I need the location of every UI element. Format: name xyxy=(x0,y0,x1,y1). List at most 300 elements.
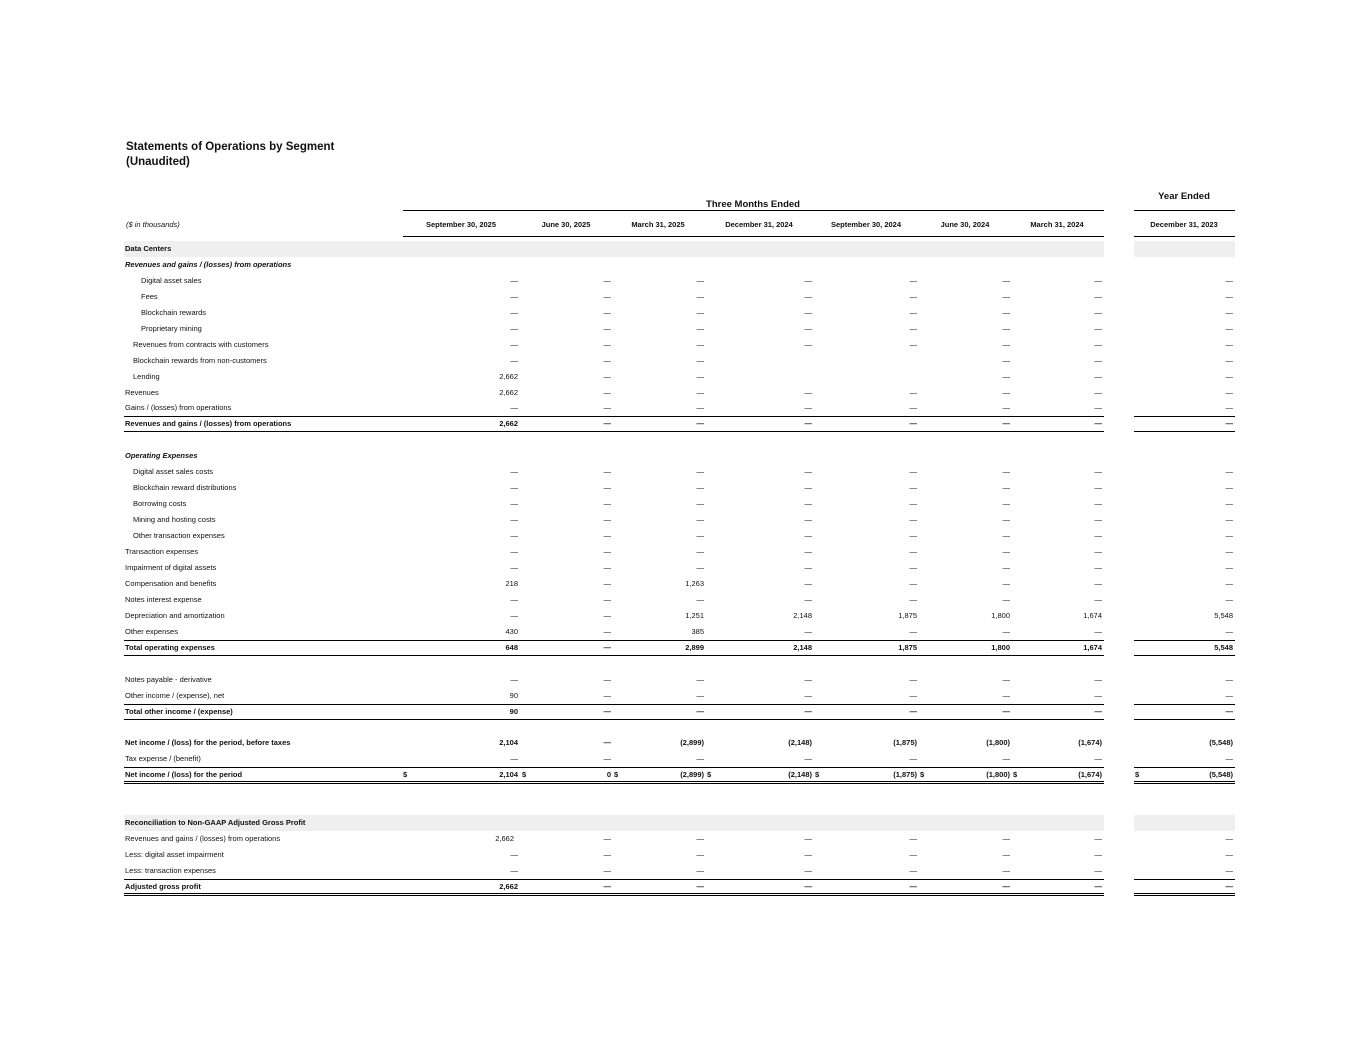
row-value: — xyxy=(510,611,518,620)
row-value: — xyxy=(1002,340,1010,349)
row-value: — xyxy=(1225,579,1233,588)
row-value: — xyxy=(1225,324,1233,333)
row-value: — xyxy=(1002,675,1010,684)
row-value: — xyxy=(804,850,812,859)
row-value: 1,875 xyxy=(898,611,917,620)
row-value: — xyxy=(696,324,704,333)
row-value: — xyxy=(1002,707,1010,716)
table-row xyxy=(0,592,1365,608)
row-value: — xyxy=(909,292,917,301)
row-value: — xyxy=(1094,850,1102,859)
row-value: 5,548 xyxy=(1214,643,1233,652)
row-value: — xyxy=(696,419,704,428)
table-row xyxy=(0,369,1365,385)
dollar-sign: $ xyxy=(1135,770,1140,779)
column-header: June 30, 2024 xyxy=(940,220,990,229)
row-value: — xyxy=(804,707,812,716)
row-value: — xyxy=(510,340,518,349)
row-value: — xyxy=(804,324,812,333)
row-value: — xyxy=(909,403,917,412)
dollar-sign: $ xyxy=(1013,770,1018,779)
row-value: — xyxy=(1225,292,1233,301)
row-label: Revenues and gains / (losses) from operations xyxy=(125,260,292,269)
row-value: — xyxy=(909,308,917,317)
table-row xyxy=(0,257,1365,273)
double-rule xyxy=(124,893,1104,896)
row-value: — xyxy=(603,611,611,620)
row-value: 2,662 xyxy=(499,372,518,381)
row-value: — xyxy=(804,547,812,556)
row-value: — xyxy=(1225,627,1233,636)
row-value: — xyxy=(1094,467,1102,476)
row-value: — xyxy=(804,388,812,397)
row-value: — xyxy=(909,515,917,524)
row-value: — xyxy=(909,499,917,508)
row-value: — xyxy=(1225,691,1233,700)
row-label: Transaction expenses xyxy=(125,547,199,556)
row-value: — xyxy=(696,483,704,492)
row-value: — xyxy=(1094,372,1102,381)
row-value: — xyxy=(510,324,518,333)
row-value: — xyxy=(1002,595,1010,604)
table-row xyxy=(0,416,1365,432)
table-row xyxy=(0,672,1365,688)
row-value: — xyxy=(696,499,704,508)
row-value: — xyxy=(603,595,611,604)
row-value: — xyxy=(603,292,611,301)
row-value: — xyxy=(1094,563,1102,572)
row-value: — xyxy=(1002,388,1010,397)
row-value: — xyxy=(1094,882,1102,891)
year-ended-rule xyxy=(1134,210,1235,211)
row-value: — xyxy=(1002,419,1010,428)
row-value: (2,899) xyxy=(680,770,704,779)
row-value: — xyxy=(1225,882,1233,891)
row-value: — xyxy=(1094,340,1102,349)
row-value: — xyxy=(510,547,518,556)
row-value: — xyxy=(804,579,812,588)
row-value: — xyxy=(603,627,611,636)
table-row xyxy=(0,799,1365,815)
year-ended-header: Year Ended xyxy=(1158,191,1210,202)
row-value: — xyxy=(603,643,611,652)
row-value: — xyxy=(1002,547,1010,556)
row-value: — xyxy=(1094,691,1102,700)
table-row xyxy=(0,400,1365,416)
row-value: 2,662 xyxy=(499,882,518,891)
row-value: — xyxy=(1002,691,1010,700)
row-value: 1,875 xyxy=(898,643,917,652)
row-label: Total operating expenses xyxy=(125,643,215,652)
row-value: (2,148) xyxy=(788,770,812,779)
row-value: — xyxy=(909,340,917,349)
row-value: — xyxy=(1094,324,1102,333)
row-value: — xyxy=(909,483,917,492)
row-value: — xyxy=(909,579,917,588)
row-value: — xyxy=(909,388,917,397)
row-value: — xyxy=(603,467,611,476)
table-row xyxy=(0,831,1365,847)
row-value: — xyxy=(510,292,518,301)
row-value: — xyxy=(1225,754,1233,763)
row-value: — xyxy=(603,403,611,412)
row-value: — xyxy=(603,483,611,492)
row-value: — xyxy=(603,547,611,556)
row-value: — xyxy=(804,403,812,412)
row-value: 5,548 xyxy=(1214,611,1233,620)
row-value: — xyxy=(510,866,518,875)
row-value: — xyxy=(1002,324,1010,333)
row-value: — xyxy=(804,292,812,301)
total-rule xyxy=(124,767,1104,768)
row-value: — xyxy=(1094,754,1102,763)
row-value: — xyxy=(696,292,704,301)
row-value: — xyxy=(804,340,812,349)
row-label: Mining and hosting costs xyxy=(133,515,216,524)
row-value: — xyxy=(603,340,611,349)
table-row xyxy=(0,560,1365,576)
row-value: — xyxy=(909,754,917,763)
row-value: — xyxy=(1094,866,1102,875)
dollar-sign: $ xyxy=(522,770,527,779)
row-value: — xyxy=(1094,834,1102,843)
row-value: — xyxy=(1002,866,1010,875)
row-value: — xyxy=(1002,834,1010,843)
row-label: Impairment of digital assets xyxy=(125,563,217,572)
table-row xyxy=(0,847,1365,863)
row-label: Notes payable - derivative xyxy=(125,675,212,684)
row-value: — xyxy=(510,754,518,763)
row-value: — xyxy=(696,866,704,875)
row-value: — xyxy=(1225,467,1233,476)
row-value: — xyxy=(909,882,917,891)
row-value: — xyxy=(1225,372,1233,381)
statement-title xyxy=(126,140,334,170)
row-value: — xyxy=(804,515,812,524)
row-label: Revenues from contracts with customers xyxy=(133,340,269,349)
row-label: Digital asset sales costs xyxy=(133,467,214,476)
row-value: — xyxy=(603,388,611,397)
row-value: 2,104 xyxy=(499,770,518,779)
row-label: Blockchain reward distributions xyxy=(133,483,237,492)
row-value: 430 xyxy=(505,627,518,636)
row-value: — xyxy=(696,675,704,684)
row-value: 2,662 xyxy=(499,419,518,428)
column-header: March 31, 2025 xyxy=(631,220,685,229)
row-value: — xyxy=(804,276,812,285)
row-label: Other transaction expenses xyxy=(133,531,225,540)
row-value: (1,674) xyxy=(1078,770,1102,779)
row-value: — xyxy=(1002,372,1010,381)
row-value: — xyxy=(1094,419,1102,428)
row-label: Reconciliation to Non-GAAP Adjusted Gross Profit xyxy=(125,818,306,827)
row-value: — xyxy=(603,563,611,572)
row-value: — xyxy=(696,595,704,604)
row-value: — xyxy=(1225,483,1233,492)
row-value: — xyxy=(1094,675,1102,684)
row-value: — xyxy=(510,403,518,412)
row-label: Revenues xyxy=(125,388,159,397)
row-value: — xyxy=(1002,467,1010,476)
row-value: — xyxy=(696,707,704,716)
table-row xyxy=(0,353,1365,369)
row-value: — xyxy=(696,403,704,412)
row-value: — xyxy=(804,467,812,476)
row-value: — xyxy=(1002,515,1010,524)
row-value: — xyxy=(603,675,611,684)
row-value: 1,674 xyxy=(1083,611,1102,620)
column-header-rule-left xyxy=(403,236,1104,237)
row-value: — xyxy=(909,675,917,684)
table-row xyxy=(0,735,1365,751)
dollar-sign: $ xyxy=(920,770,925,779)
row-value: — xyxy=(1094,499,1102,508)
row-value: — xyxy=(804,499,812,508)
row-value: — xyxy=(603,356,611,365)
table-row xyxy=(0,432,1365,448)
row-value: — xyxy=(510,276,518,285)
row-value: — xyxy=(1094,627,1102,636)
total-rule xyxy=(1134,879,1235,880)
row-label: Net income / (loss) for the period, before taxes xyxy=(125,738,291,747)
row-value: — xyxy=(804,866,812,875)
row-label: Blockchain rewards from non-customers xyxy=(133,356,267,365)
row-value: — xyxy=(603,579,611,588)
dollar-sign: $ xyxy=(403,770,408,779)
row-value: — xyxy=(510,675,518,684)
three-months-rule xyxy=(403,210,1104,211)
row-value: — xyxy=(1225,276,1233,285)
row-label: Revenues and gains / (losses) from operations xyxy=(125,419,292,428)
row-label: Less: transaction expenses xyxy=(125,866,216,875)
row-value: — xyxy=(909,276,917,285)
row-value: — xyxy=(510,356,518,365)
row-label: Notes interest expense xyxy=(125,595,202,604)
row-value: — xyxy=(1225,707,1233,716)
table-row xyxy=(0,640,1365,656)
row-value: — xyxy=(696,754,704,763)
row-value: — xyxy=(1002,483,1010,492)
row-value: — xyxy=(510,308,518,317)
total-rule xyxy=(124,879,1104,880)
table-row xyxy=(0,512,1365,528)
row-label: Proprietary mining xyxy=(141,324,202,333)
row-label: Net income / (loss) for the period xyxy=(125,770,243,779)
row-value: 1,800 xyxy=(991,611,1010,620)
column-header: June 30, 2025 xyxy=(541,220,591,229)
table-row xyxy=(0,289,1365,305)
row-value: — xyxy=(1094,595,1102,604)
column-header: December 31, 2023 xyxy=(1150,220,1218,229)
row-value: — xyxy=(1002,627,1010,636)
column-header: December 31, 2024 xyxy=(725,220,793,229)
row-value: — xyxy=(1225,499,1233,508)
table-row xyxy=(0,608,1365,624)
row-value: (1,875) xyxy=(893,738,917,747)
row-value: — xyxy=(1225,403,1233,412)
row-value: — xyxy=(696,515,704,524)
row-value: — xyxy=(1094,515,1102,524)
row-value: — xyxy=(909,324,917,333)
row-value: — xyxy=(1094,547,1102,556)
row-value: — xyxy=(1002,850,1010,859)
row-value: — xyxy=(804,754,812,763)
section-header-row xyxy=(0,815,1365,831)
row-value: 2,104 xyxy=(499,738,518,747)
row-label: Digital asset sales xyxy=(141,276,202,285)
row-label: Adjusted gross profit xyxy=(125,882,201,891)
row-value: — xyxy=(696,276,704,285)
row-value: 2,148 xyxy=(793,611,812,620)
row-value: — xyxy=(1094,388,1102,397)
row-value: — xyxy=(804,595,812,604)
row-value: 2,662 xyxy=(499,388,518,397)
column-header-rule-right xyxy=(1134,236,1235,237)
table-row xyxy=(0,688,1365,704)
row-value: — xyxy=(603,419,611,428)
row-value: — xyxy=(603,308,611,317)
row-label: Other expenses xyxy=(125,627,178,636)
row-value: — xyxy=(804,563,812,572)
row-value: 1,251 xyxy=(685,611,704,620)
total-rule xyxy=(124,704,1104,705)
table-row xyxy=(0,624,1365,640)
row-value: — xyxy=(1094,403,1102,412)
row-value: — xyxy=(1225,419,1233,428)
row-value: — xyxy=(1225,563,1233,572)
row-value: — xyxy=(1002,563,1010,572)
row-value: — xyxy=(909,834,917,843)
row-value: — xyxy=(603,499,611,508)
row-value: (1,875) xyxy=(893,770,917,779)
table-row xyxy=(0,385,1365,401)
row-value: — xyxy=(1225,675,1233,684)
table-row xyxy=(0,464,1365,480)
row-label: Data Centers xyxy=(125,244,172,253)
row-value: — xyxy=(804,834,812,843)
row-value: — xyxy=(696,531,704,540)
row-value: — xyxy=(696,356,704,365)
total-rule xyxy=(124,416,1104,417)
row-value: — xyxy=(603,531,611,540)
row-value: 2,148 xyxy=(793,643,812,652)
row-value: — xyxy=(1225,356,1233,365)
row-value: — xyxy=(696,834,704,843)
row-value: — xyxy=(696,882,704,891)
table-row xyxy=(0,863,1365,879)
row-label: Total other income / (expense) xyxy=(125,707,233,716)
table-row xyxy=(0,528,1365,544)
row-value: — xyxy=(909,531,917,540)
row-label: Operating Expenses xyxy=(125,451,198,460)
row-value: — xyxy=(603,276,611,285)
row-label: Tax expense / (benefit) xyxy=(125,754,201,763)
column-header: September 30, 2025 xyxy=(425,220,497,229)
statement-title-line1: Statements of Operations by Segment xyxy=(126,141,335,153)
row-value: — xyxy=(1225,515,1233,524)
row-label: Blockchain rewards xyxy=(141,308,207,317)
dollar-sign: $ xyxy=(815,770,820,779)
row-value: — xyxy=(1002,882,1010,891)
row-value: — xyxy=(909,563,917,572)
row-value: (2,899) xyxy=(680,738,704,747)
row-value: — xyxy=(603,707,611,716)
row-value: 648 xyxy=(505,643,518,652)
row-value: — xyxy=(1002,356,1010,365)
row-value: — xyxy=(1002,276,1010,285)
dollar-sign: $ xyxy=(614,770,619,779)
total-rule xyxy=(1134,704,1235,705)
row-value: — xyxy=(510,595,518,604)
row-label: Revenues and gains / (losses) from operations xyxy=(125,834,281,843)
row-value: — xyxy=(510,850,518,859)
row-label: Fees xyxy=(141,292,158,301)
row-value: — xyxy=(1002,499,1010,508)
row-value: — xyxy=(696,388,704,397)
row-value: — xyxy=(1094,579,1102,588)
row-value: (5,548) xyxy=(1209,770,1233,779)
table-row xyxy=(0,321,1365,337)
units-label: ($ in thousands) xyxy=(126,220,180,229)
column-header: September 30, 2024 xyxy=(830,220,902,229)
table-row xyxy=(0,720,1365,736)
table-row xyxy=(0,480,1365,496)
row-value: — xyxy=(696,691,704,700)
row-value: — xyxy=(909,419,917,428)
row-value: — xyxy=(510,515,518,524)
row-value: — xyxy=(1094,707,1102,716)
row-label: Other income / (expense), net xyxy=(125,691,225,700)
table-row xyxy=(0,544,1365,560)
row-value: — xyxy=(1094,276,1102,285)
row-value: — xyxy=(603,882,611,891)
row-value: — xyxy=(603,691,611,700)
row-value: (1,800) xyxy=(986,770,1010,779)
statement-title-line2: (Unaudited) xyxy=(126,156,190,168)
row-value: — xyxy=(1002,403,1010,412)
row-value: — xyxy=(909,547,917,556)
row-value: — xyxy=(1225,308,1233,317)
table-row xyxy=(0,496,1365,512)
row-value: — xyxy=(1225,340,1233,349)
row-value: — xyxy=(909,691,917,700)
row-value: 2,899 xyxy=(685,643,704,652)
row-value: — xyxy=(696,547,704,556)
row-value: — xyxy=(510,499,518,508)
row-value: — xyxy=(1002,531,1010,540)
row-value: — xyxy=(909,467,917,476)
row-value: — xyxy=(603,515,611,524)
row-value: 0 xyxy=(606,770,611,779)
row-value: — xyxy=(1002,308,1010,317)
row-value: — xyxy=(696,467,704,476)
row-label: Gains / (losses) from operations xyxy=(125,403,232,412)
row-value: — xyxy=(1225,595,1233,604)
row-value: (2,148) xyxy=(788,738,812,747)
row-value: — xyxy=(510,531,518,540)
row-value: — xyxy=(603,850,611,859)
row-label: Depreciation and amortization xyxy=(125,611,225,620)
row-value: — xyxy=(909,850,917,859)
total-rule xyxy=(1134,767,1235,768)
row-value: — xyxy=(1094,292,1102,301)
row-value: — xyxy=(510,483,518,492)
table-row xyxy=(0,704,1365,720)
table-row xyxy=(0,305,1365,321)
row-value: 1,674 xyxy=(1083,643,1102,652)
row-value: — xyxy=(804,691,812,700)
row-value: — xyxy=(1094,308,1102,317)
